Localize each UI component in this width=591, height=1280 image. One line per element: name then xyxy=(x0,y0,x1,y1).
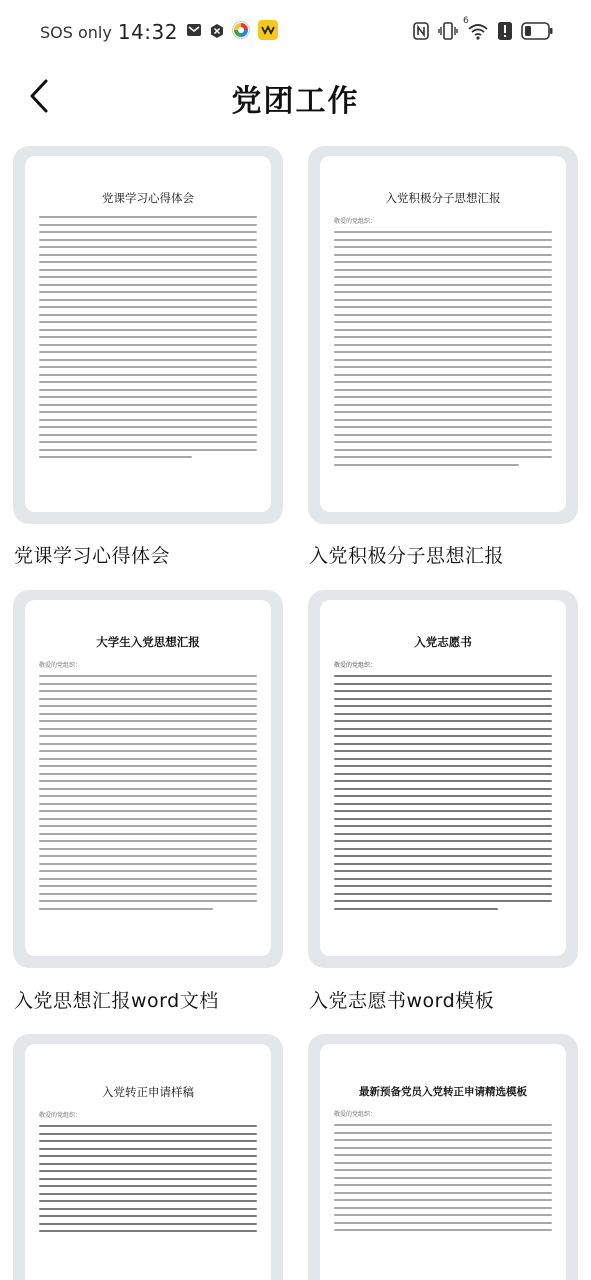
yellow-app-icon xyxy=(258,20,278,44)
document-body-lines xyxy=(334,1124,552,1231)
card-label-3[interactable]: 入党思想汇报word文档 xyxy=(14,990,219,1012)
document-card-5[interactable] xyxy=(13,1034,283,1280)
status-right xyxy=(404,16,553,44)
document-title: 党课学习心得体会 xyxy=(102,191,194,205)
document-card-3[interactable] xyxy=(13,590,283,968)
document-title: 入党志愿书 xyxy=(414,635,472,649)
header xyxy=(0,66,591,128)
wifi-tag: 6 xyxy=(463,16,469,26)
mail-icon xyxy=(186,22,202,42)
battery-icon xyxy=(521,22,553,44)
document-card-1[interactable] xyxy=(13,146,283,524)
document-title: 入党积极分子思想汇报 xyxy=(385,191,501,205)
document-title: 最新预备党员入党转正申请精选模板 xyxy=(359,1086,527,1098)
document-salutation: 敬爱的党组织： xyxy=(334,662,377,669)
document-card-2[interactable] xyxy=(308,146,578,524)
alert-icon xyxy=(498,22,512,44)
sos-status: SOS only xyxy=(40,22,112,42)
document-body-lines xyxy=(39,216,257,458)
document-preview xyxy=(320,156,566,512)
document-body-lines xyxy=(39,675,257,910)
document-card-6[interactable] xyxy=(308,1034,578,1280)
card-label-4[interactable]: 入党志愿书word模板 xyxy=(309,990,495,1012)
document-salutation: 敬爱的党组织： xyxy=(334,218,377,225)
document-salutation: 敬爱的党组织： xyxy=(334,1111,377,1118)
vpn-icon xyxy=(210,23,224,42)
card-label-1[interactable]: 党课学习心得体会 xyxy=(14,545,171,567)
status-left xyxy=(40,20,278,44)
document-body-lines xyxy=(334,675,552,910)
clock: 14:32 xyxy=(117,20,178,44)
card-label-2[interactable]: 入党积极分子思想汇报 xyxy=(309,545,505,567)
browser-app-icon xyxy=(232,21,250,43)
document-preview xyxy=(25,156,271,512)
page-title: 党团工作 xyxy=(231,84,360,119)
document-preview xyxy=(320,1044,566,1280)
document-preview xyxy=(25,600,271,956)
document-card-4[interactable] xyxy=(308,590,578,968)
document-body-lines xyxy=(39,1125,257,1232)
vibrate-icon xyxy=(438,22,458,44)
document-title: 入党转正申请样稿 xyxy=(102,1085,194,1099)
status-bar xyxy=(0,0,591,66)
document-preview xyxy=(320,600,566,956)
wifi-icon xyxy=(463,16,489,44)
nfc-icon xyxy=(413,22,429,44)
document-body-lines xyxy=(334,231,552,466)
document-salutation: 敬爱的党组织： xyxy=(39,662,82,669)
document-title: 大学生入党思想汇报 xyxy=(96,635,200,649)
document-salutation: 敬爱的党组织： xyxy=(39,1112,82,1119)
document-preview xyxy=(25,1044,271,1280)
